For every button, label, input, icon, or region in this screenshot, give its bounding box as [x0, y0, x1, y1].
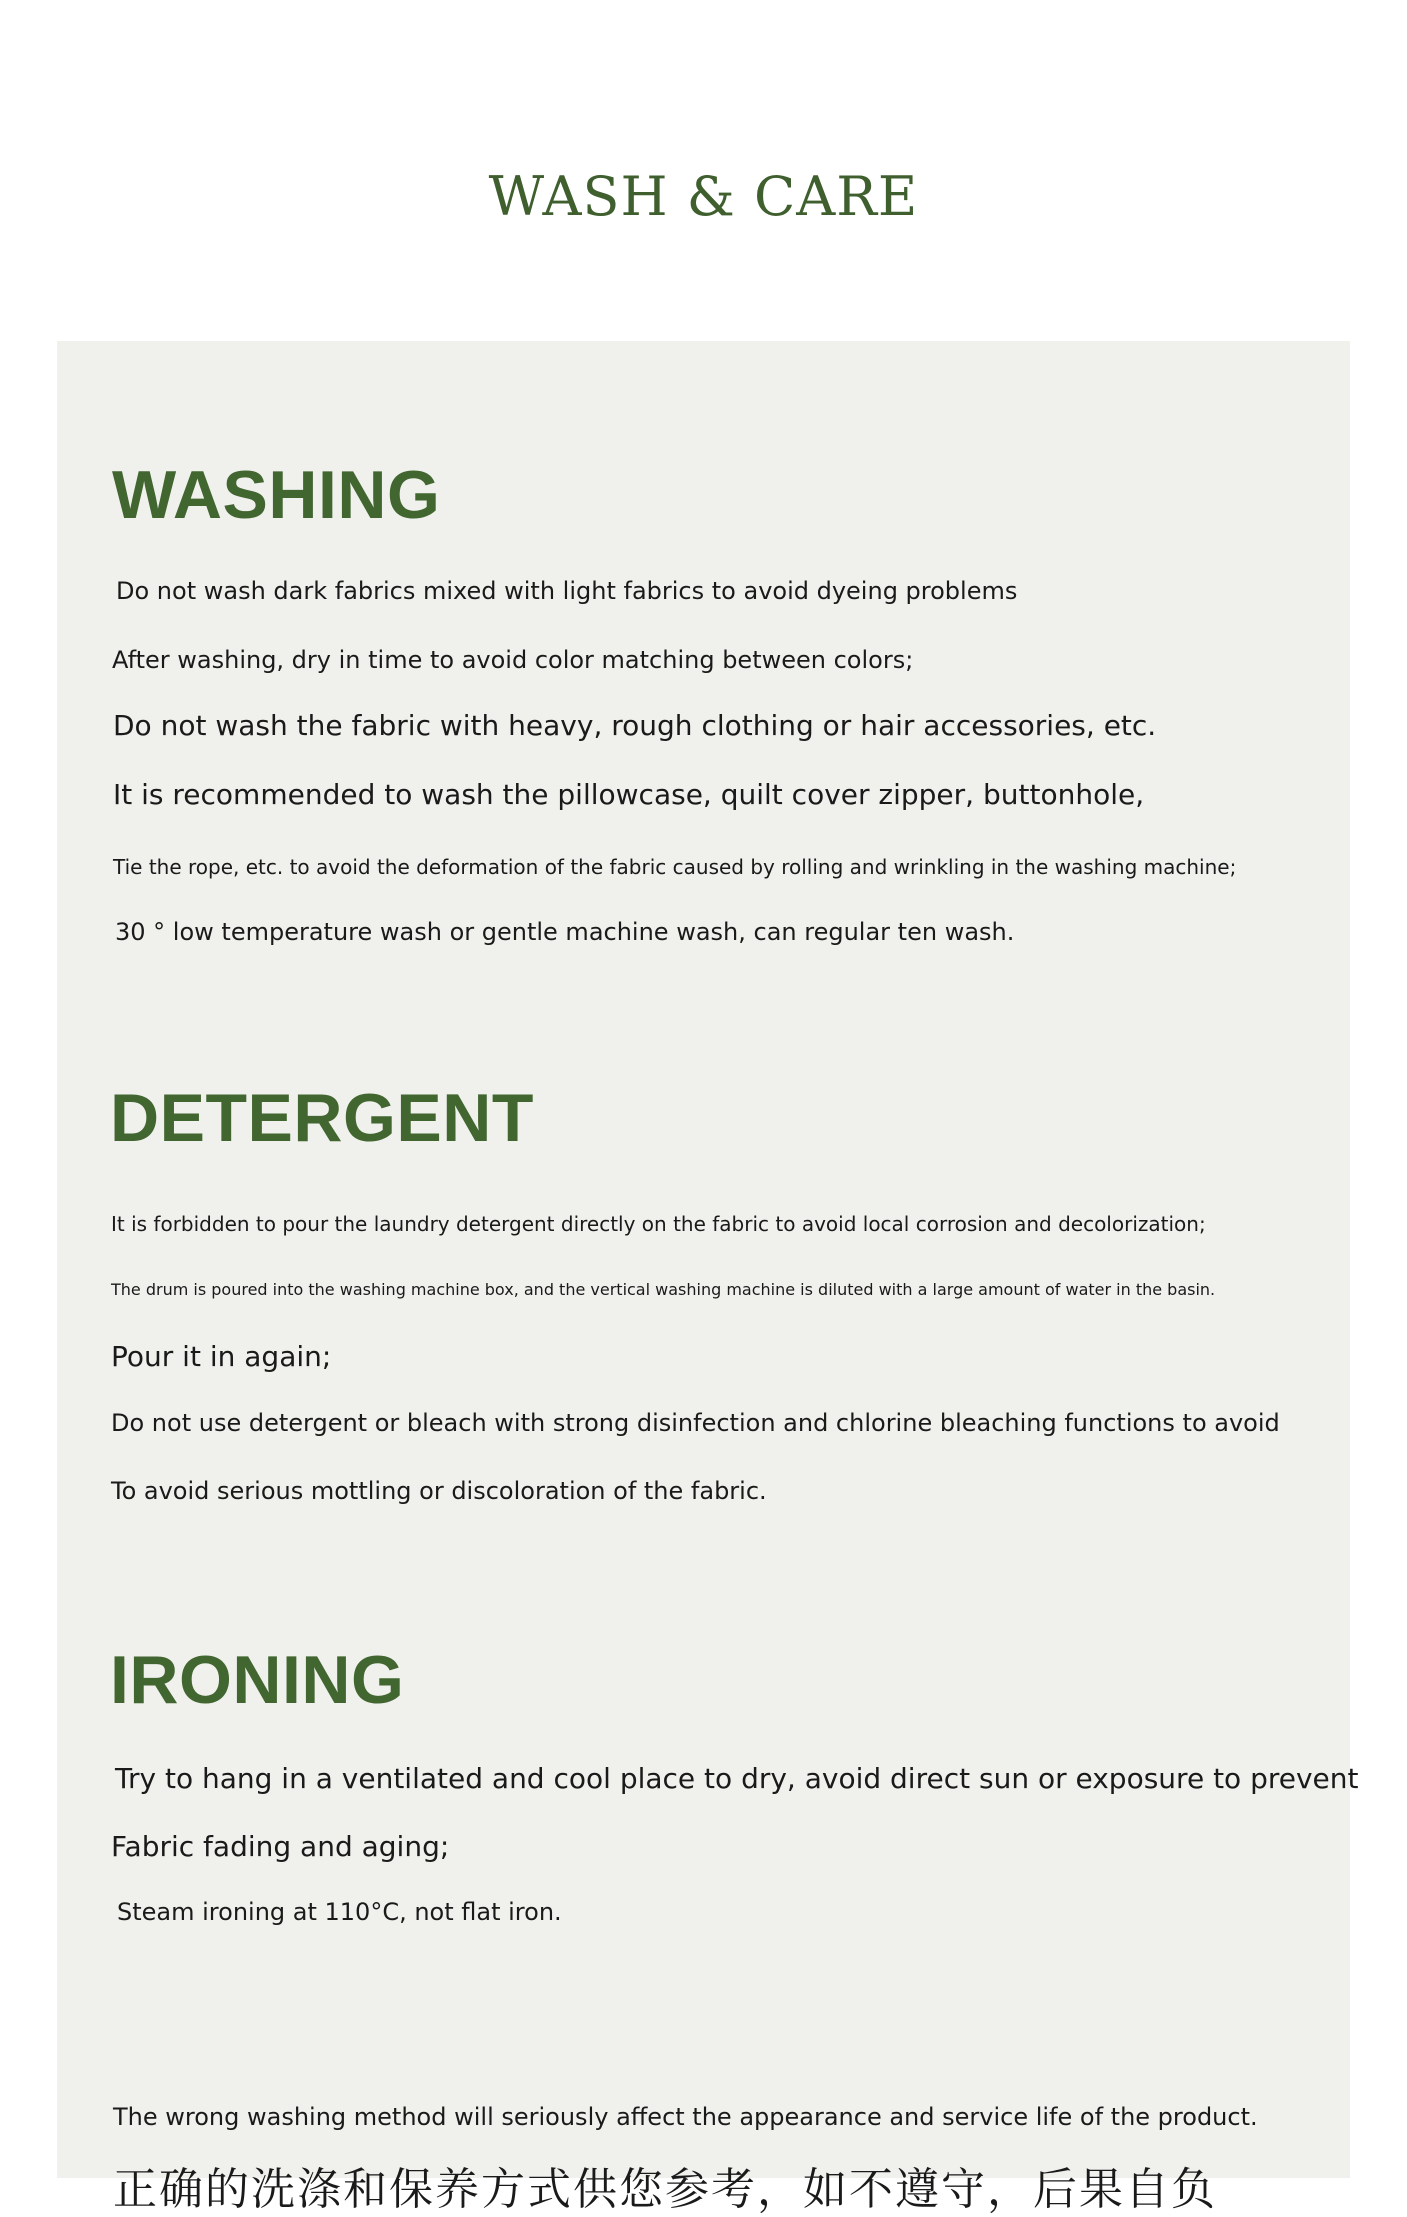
ironing-heading: IRONING [110, 1642, 405, 1718]
detergent-line-1: It is forbidden to pour the laundry detergent directly on the fabric to avoid local corrosion and decolorization; [111, 1212, 1206, 1236]
detergent-line-4: Do not use detergent or bleach with strong disinfection and chlorine bleaching functions to avoid [111, 1409, 1280, 1437]
footer-chinese-partial: 正确的洗涤和保养方式供您参考，如不遵守，后果自负 [113, 2164, 1217, 2215]
washing-line-3: Do not wash the fabric with heavy, rough clothing or hair accessories, etc. [113, 709, 1157, 742]
washing-line-4: It is recommended to wash the pillowcase, quilt cover zipper, buttonhole, [113, 778, 1145, 811]
detergent-line-3: Pour it in again; [111, 1340, 332, 1373]
washing-heading: WASHING [112, 457, 441, 533]
ironing-line-2: Fabric fading and aging; [111, 1830, 450, 1863]
washing-line-5: Tie the rope, etc. to avoid the deformation of the fabric caused by rolling and wrinkling in the washing machine; [113, 855, 1237, 879]
ironing-line-1: Try to hang in a ventilated and cool place to dry, avoid direct sun or exposure to prevent [115, 1762, 1359, 1795]
detergent-line-2: The drum is poured into the washing machine box, and the vertical washing machine is diluted with a large amount of water in the basin. [111, 1280, 1216, 1299]
washing-line-1: Do not wash dark fabrics mixed with light fabrics to avoid dyeing problems [116, 577, 1018, 605]
detergent-line-5: To avoid serious mottling or discoloration of the fabric. [111, 1477, 767, 1505]
footer-note: The wrong washing method will seriously affect the appearance and service life of the product. [113, 2103, 1258, 2131]
washing-line-6: 30 ° low temperature wash or gentle machine wash, can regular ten wash. [115, 918, 1015, 946]
page-title: WASH & CARE [488, 165, 919, 228]
washing-line-2: After washing, dry in time to avoid color matching between colors; [112, 646, 914, 674]
care-panel [57, 341, 1359, 2215]
ironing-line-3: Steam ironing at 110°C, not flat iron. [117, 1898, 562, 1926]
detergent-heading: DETERGENT [110, 1080, 534, 1156]
